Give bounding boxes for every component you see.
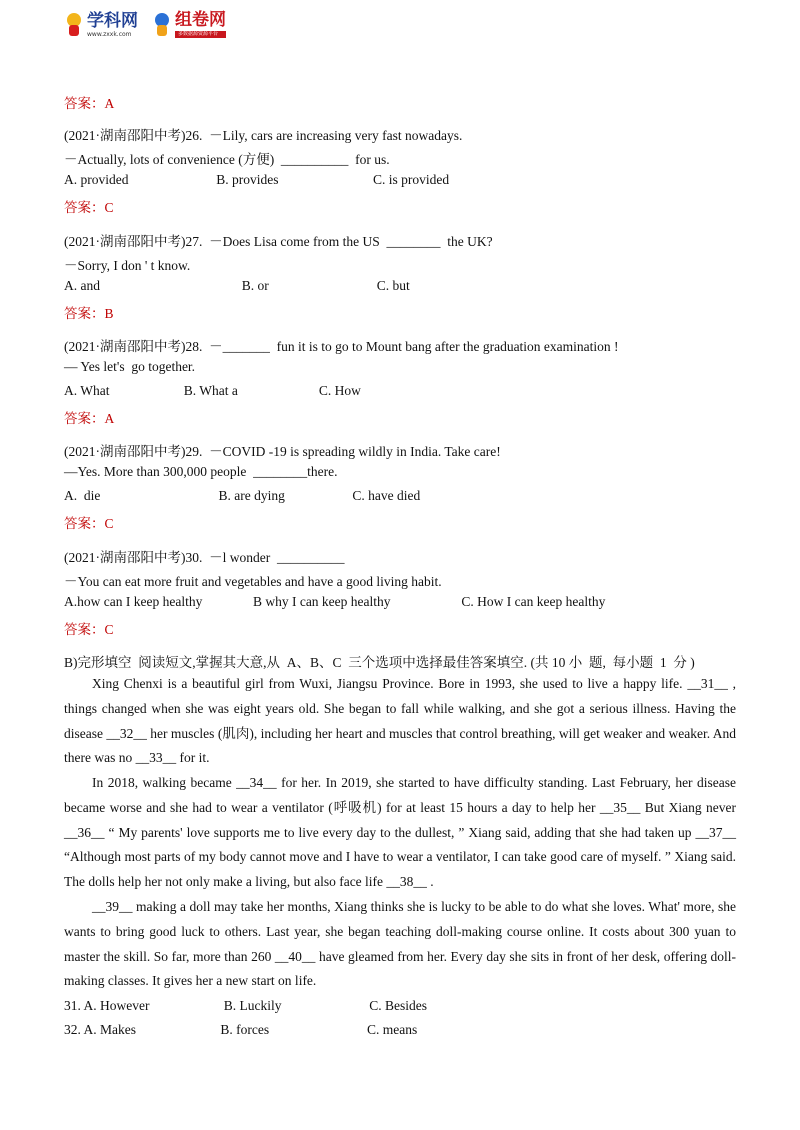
question-line: A. What B. What a C. How xyxy=(64,383,361,398)
zujuan-logo xyxy=(152,12,226,38)
question-line: －You can eat more fruit and vegetables and have a good living habit. xyxy=(64,574,442,589)
zxxk-name: 学科网 xyxy=(87,10,138,31)
question-line: —Yes. More than 300,000 people ________there. xyxy=(64,464,338,479)
answer-line: 答案：C xyxy=(64,200,114,215)
mascot-icon xyxy=(64,13,84,37)
question-line: B)完形填空 阅读短文,掌握其大意,从 A、B、C 三个选项中选择最佳答案填空. (共 10 小 题, 每小题 1 分 ) xyxy=(64,655,695,670)
question-line: A. provided B. provides C. is provided xyxy=(64,172,450,187)
question-line: (2021·湖南邵阳中考)28. －_______ fun it is to go to Mount bang after the graduation examination ! xyxy=(64,339,619,354)
passage-text: __39__ making a doll may take her months, Xiang thinks she is lucky to be able to do what she loves. What' more, she wants to bring good luck to others. Last year, she began teaching doll-making course online. It costs about 300 yuan to master the skill. So far, more than 260 __40__ have gleamed from her. Every day she sits in front of her desk, offering doll-making classes. It gives her a new start on life. xyxy=(64,899,736,989)
question-line: A. die B. are dying C. have died xyxy=(64,488,421,503)
graduate-icon xyxy=(152,13,172,37)
question-line: (2021·湖南邵阳中考)30. －l wonder __________ xyxy=(64,550,345,565)
question-line: (2021·湖南邵阳中考)27. －Does Lisa come from the US ________ the UK? xyxy=(64,234,493,249)
answer-line: 答案：A xyxy=(64,411,115,426)
question-line: A.how can I keep healthy B why I can keep healthy C. How I can keep healthy xyxy=(64,594,606,609)
answer-line: 答案：B xyxy=(64,306,114,321)
question-line: (2021·湖南邵阳中考)29. －COVID -19 is spreading wildly in India. Take care! xyxy=(64,444,501,459)
question-line: (2021·湖南邵阳中考)26. －Lily, cars are increasing very fast nowadays. xyxy=(64,128,463,143)
answer-line: 答案：A xyxy=(64,96,115,111)
question-line: －Sorry, I don ' t know. xyxy=(64,258,191,273)
question-line: A. and B. or C. but xyxy=(64,278,410,293)
zujuan-name: 组卷网 xyxy=(175,10,226,30)
passage-paragraph-3 xyxy=(64,895,736,994)
header-logos xyxy=(64,12,240,38)
question-line: －Actually, lots of convenience (方便) __________ for us. xyxy=(64,152,390,167)
zxxk-logo xyxy=(64,10,138,38)
passage-paragraph-1 xyxy=(64,672,736,771)
passage-text: In 2018, walking became __34__ for her. In 2019, she started to have difficulty standing. Last February, her disease became worse and she had to wear a ventilator (呼吸机) for at least 15 hours a day to help her __35__ But Xiang never __36__ “ My parents' love supports me to live every day to the dullest, ” Xiang said, adding that she had taken up __37__ “Although most parts of my body cannot move and I have to wear a ventilator, I can take good care of myself. ” Xiang said. The dolls help her not only make a living, but also face life __38__ . xyxy=(64,775,736,890)
zujuan-tag: 多数据源资源平台 xyxy=(175,31,226,38)
question-line: 31. A. However B. Luckily C. Besides xyxy=(64,998,427,1013)
question-line: — Yes let's go together. xyxy=(64,359,196,374)
answer-line: 答案：C xyxy=(64,516,114,531)
zxxk-url: www.zxxk.com xyxy=(87,30,132,38)
question-line: 32. A. Makes B. forces C. means xyxy=(64,1022,418,1037)
passage-text: Xing Chenxi is a beautiful girl from Wuxi, Jiangsu Province. Bore in 1993, she used to live a happy life. __31__ , things changed when she was eight years old. She began to fall while walking, and she got a serious illness. Having the disease __32__ her muscles (肌肉), including her heart and muscles that control breathing, will get weaker and weaker. And there was no __33__ for it. xyxy=(64,676,736,766)
passage-paragraph-2 xyxy=(64,771,736,895)
answer-line: 答案：C xyxy=(64,622,114,637)
